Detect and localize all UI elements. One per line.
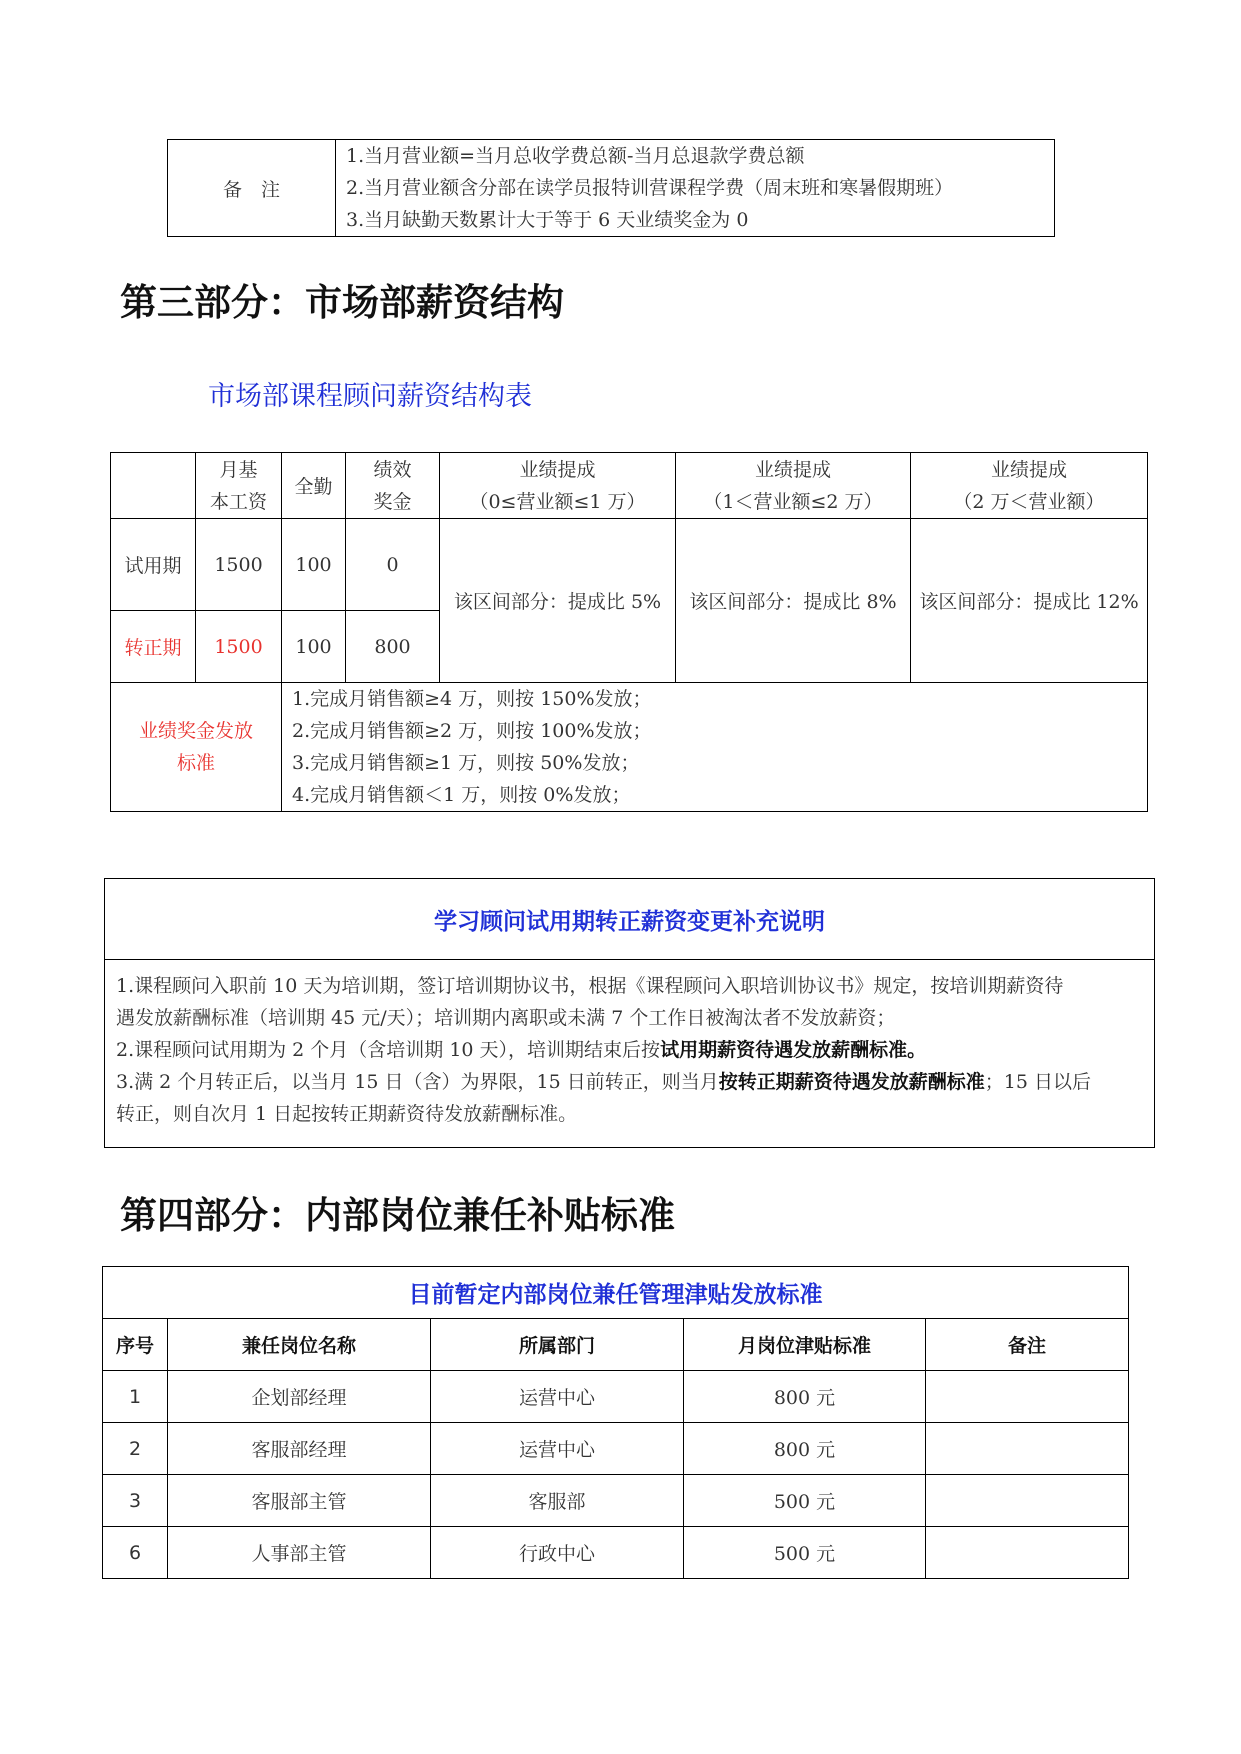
- tier-1-rate: 该区间部分：提成比 5%: [440, 519, 676, 683]
- row-position: 客服部经理: [168, 1423, 431, 1475]
- section4-heading: 第四部分：内部岗位兼任补贴标准: [120, 1194, 675, 1237]
- header-empty-cell: [111, 453, 196, 519]
- row-no: 1: [103, 1371, 168, 1423]
- supplement-line: 3.满 2 个月转正后，以当月 15 日（含）为界限，15 日前转正，则当月按转正期薪资待遇发放薪酬标准；15 日以后: [116, 1071, 1092, 1093]
- bonus-line: 4.完成月销售额＜1 万，则按 0%发放；: [292, 784, 631, 806]
- supplement-line: 2.课程顾问试用期为 2 个月（含培训期 10 天），培训期结束后按试用期薪资待遇发放薪酬标准。: [116, 1039, 927, 1061]
- bonus-line: 2.完成月销售额≥2 万，则按 100%发放；: [292, 720, 652, 742]
- period-regular: 转正期: [111, 611, 196, 683]
- table-row: [103, 1371, 1129, 1423]
- tier-3-rate: 该区间部分：提成比 12%: [911, 519, 1148, 683]
- header-tier-3: 业绩提成 （2 万＜营业额）: [911, 453, 1148, 519]
- salary-structure-table: [110, 452, 1148, 812]
- bonus-standard-label: 业绩奖金发放 标准: [111, 683, 282, 812]
- row-note: [926, 1423, 1129, 1475]
- row-note: [926, 1527, 1129, 1579]
- period-probation: 试用期: [111, 519, 196, 611]
- header-attendance: 全勤: [282, 453, 346, 519]
- remarks-content: [336, 140, 1055, 237]
- probation-attendance: 100: [282, 519, 346, 611]
- row-no: 2: [103, 1423, 168, 1475]
- row-note: [926, 1371, 1129, 1423]
- table-row: [103, 1527, 1129, 1579]
- bonus-line: 3.完成月销售额≥1 万，则按 50%发放；: [292, 752, 640, 774]
- tier-2-rate: 该区间部分：提成比 8%: [676, 519, 911, 683]
- salary-table-title: 市场部课程顾问薪资结构表: [208, 381, 532, 412]
- row-position: 企划部经理: [168, 1371, 431, 1423]
- remarks-label: 备 注: [168, 140, 336, 237]
- regular-base: 1500: [196, 611, 282, 683]
- row-department: 行政中心: [431, 1527, 684, 1579]
- row-note: [926, 1475, 1129, 1527]
- probation-base: 1500: [196, 519, 282, 611]
- bonus-line: 1.完成月销售额≥4 万，则按 150%发放；: [292, 688, 652, 710]
- table-row: [103, 1475, 1129, 1527]
- header-tier-1: 业绩提成 （0≤营业额≤1 万）: [440, 453, 676, 519]
- col-allowance: 月岗位津贴标准: [684, 1319, 926, 1371]
- remarks-table: [167, 139, 1055, 237]
- supplement-body: [105, 960, 1154, 1130]
- row-department: 客服部: [431, 1475, 684, 1527]
- row-no: 6: [103, 1527, 168, 1579]
- remarks-line: 1.当月营业额=当月总收学费总额-当月总退款学费总额: [346, 145, 805, 167]
- row-department: 运营中心: [431, 1423, 684, 1475]
- col-department: 所属部门: [431, 1319, 684, 1371]
- allowance-table: [102, 1266, 1129, 1579]
- regular-attendance: 100: [282, 611, 346, 683]
- row-no: 3: [103, 1475, 168, 1527]
- col-position: 兼任岗位名称: [168, 1319, 431, 1371]
- supplement-box: [104, 878, 1155, 1148]
- probation-perf: 0: [346, 519, 440, 611]
- col-no: 序号: [103, 1319, 168, 1371]
- row-department: 运营中心: [431, 1371, 684, 1423]
- regular-perf: 800: [346, 611, 440, 683]
- header-tier-2: 业绩提成 （1＜营业额≤2 万）: [676, 453, 911, 519]
- allowance-table-title: 目前暂定内部岗位兼任管理津贴发放标准: [103, 1267, 1129, 1319]
- row-allowance: 800 元: [684, 1423, 926, 1475]
- col-note: 备注: [926, 1319, 1129, 1371]
- supplement-line: 遇发放薪酬标准（培训期 45 元/天）；培训期内离职或未满 7 个工作日被淘汰者不发放薪资；: [116, 1007, 896, 1029]
- bonus-standard-content: [282, 683, 1148, 812]
- header-base-salary: 月基 本工资: [196, 453, 282, 519]
- row-allowance: 800 元: [684, 1371, 926, 1423]
- supplement-line: 转正，则自次月 1 日起按转正期薪资待发放薪酬标准。: [116, 1103, 578, 1125]
- row-position: 客服部主管: [168, 1475, 431, 1527]
- section3-heading: 第三部分：市场部薪资结构: [120, 281, 564, 324]
- table-row: [103, 1423, 1129, 1475]
- remarks-line: 2.当月营业额含分部在读学员报特训营课程学费（周末班和寒暑假期班）: [346, 177, 954, 199]
- remarks-line: 3.当月缺勤天数累计大于等于 6 天业绩奖金为 0: [346, 209, 749, 231]
- supplement-title: 学习顾问试用期转正薪资变更补充说明: [434, 908, 825, 935]
- row-allowance: 500 元: [684, 1527, 926, 1579]
- header-performance-bonus: 绩效 奖金: [346, 453, 440, 519]
- supplement-line: 1.课程顾问入职前 10 天为培训期，签订培训期协议书，根据《课程顾问入职培训协议书》规定，按培训期薪资待: [116, 975, 1064, 997]
- row-allowance: 500 元: [684, 1475, 926, 1527]
- row-position: 人事部主管: [168, 1527, 431, 1579]
